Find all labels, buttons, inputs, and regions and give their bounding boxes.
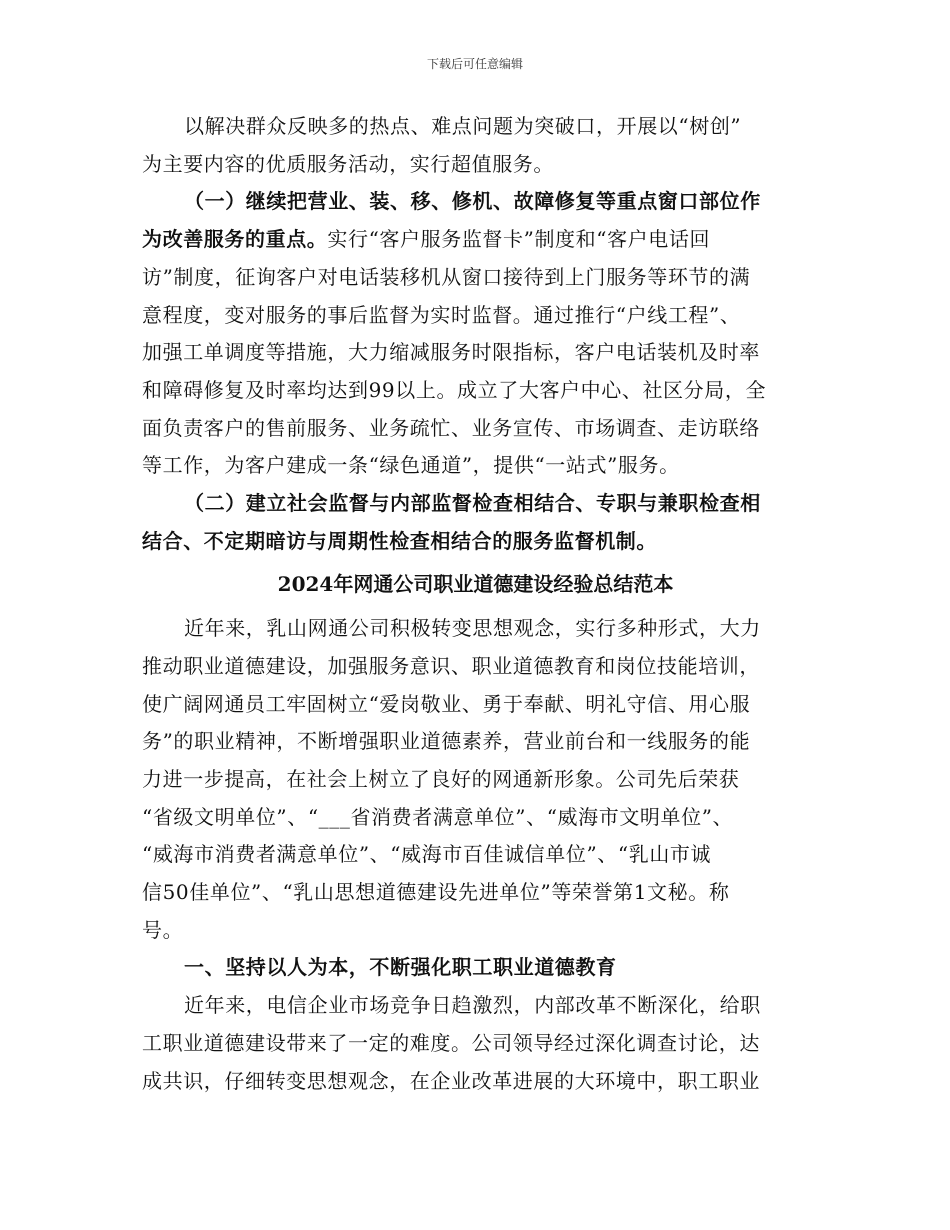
text-line-bold: （二）建立社会监督与内部监督检查相结合、专职与兼职检查相 (184, 491, 761, 516)
text-line: 以解决群众反映多的热点、难点问题为突破口，开展以“树创” (184, 114, 742, 138)
text-line: 使广阔网通员工牢固树立“爱岗敬业、勇于奉献、明礼守信、用心服 (142, 691, 751, 716)
text-line: “威海市消费者满意单位”、“威海市百佳诚信单位”、“乳山市诚 (142, 842, 712, 867)
text-line-bold: 结合、不定期暗访与周期性检查相结合的服务监督机制。 (142, 528, 657, 553)
text-line-bold: （一）继续把营业、装、移、修机、故障修复等重点窗口部位作 (184, 189, 761, 214)
text-line-bold: 为改善服务的重点。 (142, 227, 328, 252)
text-line: 意程度，变对服务的事后监督为实时监督。通过推行“户线工程”、 (142, 302, 741, 327)
text-line: 等工作，为客户建成一条“绿色通道”，提供“一站式”服务。 (142, 453, 680, 478)
text-line: 信50佳单位”、“乳山思想道德建设先进单位”等荣誉第1文秘。称 (142, 880, 730, 905)
text-line: 访”制度，征询客户对电话装移机从窗口接待到上门服务等环节的满 (142, 264, 751, 289)
text-line: 为主要内容的优质服务活动，实行超值服务。 (142, 151, 554, 176)
text-line: 面负责客户的售前服务、业务疏忙、业务宣传、市场调查、走访联络 (142, 415, 760, 440)
text-line: “省级文明单位”、“___省消费者满意单位”、“威海市文明单位”、 (142, 804, 734, 829)
text-line: 推动职业道德建设，加强服务意识、职业道德教育和岗位技能培训， (142, 653, 760, 678)
paragraph-1 (142, 108, 809, 183)
text-line: 务”的职业精神，不断增强职业道德素养，营业前台和一线服务的能 (142, 729, 751, 754)
text-line: 实行“客户服务监督卡”制度和“客户电话回 (327, 227, 711, 252)
document-body (142, 108, 809, 1100)
text-line: 近年来，电信企业市场竞争日趋激烈，内部改革不断深化，给职 (184, 993, 761, 1018)
paragraph-5 (142, 987, 809, 1100)
text-line: 号。 (142, 917, 184, 942)
paragraph-2 (142, 183, 809, 485)
section-title: 2024年网通公司职业道德建设经验总结范本 (277, 572, 674, 597)
text-line: 近年来，乳山网通公司积极转变思想观念，实行多种形式，大力 (184, 616, 761, 641)
text-line: 力进一步提高，在社会上树立了良好的网通新形象。公司先后荣获 (142, 766, 740, 791)
heading-1 (142, 949, 809, 987)
paragraph-3 (142, 485, 809, 560)
text-line: 工职业道德建设带来了一定的难度。公司领导经过深化调查讨论，达 (142, 1030, 760, 1055)
text-line: 加强工单调度等措施，大力缩减服务时限指标，客户电话装机及时率 (142, 340, 760, 365)
text-line: 和障碍修复及时率均达到99以上。成立了大客户中心、社区分局，全 (142, 377, 767, 402)
header-note: 下载后可任意编辑 (426, 57, 523, 71)
text-line: 成共识，仔细转变思想观念，在企业改革进展的大环境中，职工职业 (142, 1068, 760, 1093)
heading-text: 一、坚持以人为本，不断强化职工职业道德教育 (184, 955, 617, 980)
paragraph-4 (142, 610, 809, 949)
